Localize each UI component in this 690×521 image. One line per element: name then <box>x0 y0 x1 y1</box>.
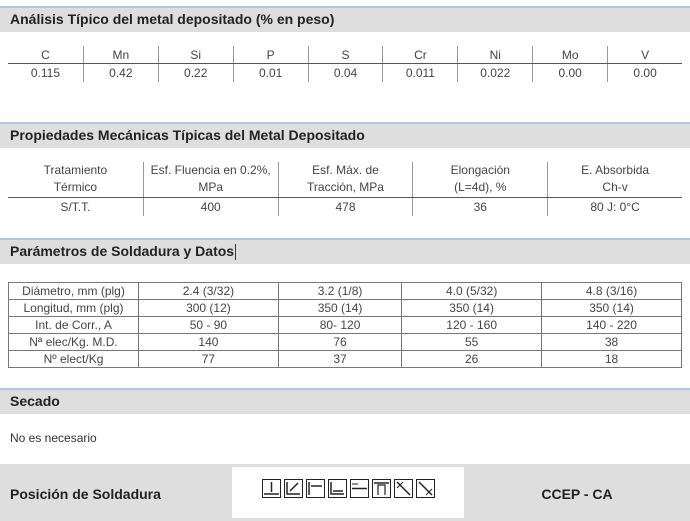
table-row <box>9 283 682 300</box>
element-header: Mo <box>532 46 607 63</box>
horizontal-groove-icon <box>350 479 369 498</box>
element-header: V <box>607 46 682 63</box>
mech-header-line: Elongación <box>450 163 510 177</box>
mechanical-values-row <box>8 198 682 216</box>
table-cell: 80- 120 <box>278 317 401 334</box>
table-cell: 37 <box>278 351 401 368</box>
table-cell: 300 (12) <box>139 300 279 317</box>
element-header: Ni <box>457 46 532 63</box>
element-header: Si <box>158 46 233 63</box>
element-value: 0.01 <box>233 64 308 82</box>
mech-value: 478 <box>278 198 413 216</box>
table-row <box>9 317 682 334</box>
element-value: 0.00 <box>607 64 682 82</box>
drying-note: No es necesario <box>10 431 97 445</box>
mechanical-properties-title: Propiedades Mecánicas Típicas del Metal Depositado <box>10 127 365 143</box>
element-value: 0.115 <box>30 66 61 80</box>
table-cell: 120 - 160 <box>402 317 542 334</box>
table-cell: 4.0 (5/32) <box>402 283 542 300</box>
table-cell: 38 <box>542 334 682 351</box>
table-cell: 77 <box>139 351 279 368</box>
horizontal-fillet-icon <box>284 479 303 498</box>
mechanical-properties-header <box>0 122 690 148</box>
row-label: Nº elect/Kg <box>9 351 139 368</box>
mech-value: S/T.T. <box>60 200 91 214</box>
element-header: Mn <box>83 46 158 63</box>
element-value: 0.04 <box>308 64 383 82</box>
horizontal-position-icon <box>306 479 325 498</box>
chemical-table <box>8 46 682 82</box>
row-label: Int. de Corr., A <box>9 317 139 334</box>
text-cursor <box>235 244 236 260</box>
chemical-analysis-header <box>0 6 690 32</box>
welding-parameters-header <box>0 238 690 264</box>
mech-value: 36 <box>412 198 547 216</box>
mech-header <box>547 162 682 197</box>
element-value: 0.22 <box>158 64 233 82</box>
drying-header <box>0 388 690 414</box>
mech-header-line: Térmico <box>53 180 98 194</box>
mech-header-line: Esf. Máx. de <box>312 163 379 177</box>
mech-header-line: Tratamiento <box>43 163 108 177</box>
table-cell: 26 <box>402 351 542 368</box>
flat-position-icon <box>262 479 281 498</box>
drying-title: Secado <box>10 393 60 409</box>
table-cell: 350 (14) <box>402 300 542 317</box>
mech-header <box>143 162 278 197</box>
table-cell: 350 (14) <box>278 300 401 317</box>
mech-header-line: (L=4d), % <box>454 180 507 194</box>
vertical-down-icon <box>416 479 435 498</box>
table-row <box>9 300 682 317</box>
mech-value: 400 <box>143 198 278 216</box>
table-cell: 2.4 (3/32) <box>139 283 279 300</box>
mechanical-table <box>8 162 682 216</box>
table-row <box>9 334 682 351</box>
table-row <box>9 351 682 368</box>
table-cell: 140 - 220 <box>542 317 682 334</box>
mech-header-line: E. Absorbida <box>581 163 650 177</box>
position-icons <box>232 467 464 518</box>
mech-header-line: Tracción, MPa <box>307 180 384 194</box>
row-label: Diámetro, mm (plg) <box>9 283 139 300</box>
welding-table <box>8 282 682 368</box>
element-header: P <box>233 46 308 63</box>
element-value: 0.42 <box>83 64 158 82</box>
welding-parameters-title: Parámetros de Soldadura y Datos <box>10 243 235 259</box>
table-cell: 76 <box>278 334 401 351</box>
element-value: 0.011 <box>382 64 457 82</box>
flat-fillet-icon <box>328 479 347 498</box>
table-cell: 4.8 (3/16) <box>542 283 682 300</box>
mech-header <box>278 162 413 197</box>
mech-header <box>8 162 143 197</box>
element-value: 0.00 <box>532 64 607 82</box>
chemical-header-row <box>8 46 682 64</box>
mech-header-line: Ch-v <box>602 180 628 194</box>
element-header: C <box>41 48 50 62</box>
mechanical-header-row <box>8 162 682 198</box>
element-header: S <box>308 46 383 63</box>
table-cell: 18 <box>542 351 682 368</box>
table-cell: 140 <box>139 334 279 351</box>
welding-table-body <box>9 283 682 368</box>
chemical-values-row <box>8 64 682 82</box>
row-label: Longitud, mm (plg) <box>9 300 139 317</box>
vertical-up-icon <box>394 479 413 498</box>
position-label: Posición de Soldadura <box>10 486 161 502</box>
mech-value: 80 J: 0°C <box>547 198 682 216</box>
element-value: 0.022 <box>457 64 532 82</box>
element-header: Cr <box>382 46 457 63</box>
table-cell: 3.2 (1/8) <box>278 283 401 300</box>
chemical-analysis-title: Análisis Típico del metal depositado (% en peso) <box>10 11 335 27</box>
table-cell: 50 - 90 <box>139 317 279 334</box>
mech-header-line: MPa <box>198 180 224 194</box>
overhead-position-icon <box>372 479 391 498</box>
table-cell: 350 (14) <box>542 300 682 317</box>
mech-header <box>412 162 547 197</box>
table-cell: 55 <box>402 334 542 351</box>
row-label: Nª elec/Kg. M.D. <box>9 334 139 351</box>
electrode-code: CCEP - CA <box>541 486 613 502</box>
mech-header-line: Esf. Fluencia en 0.2%, <box>150 163 271 177</box>
